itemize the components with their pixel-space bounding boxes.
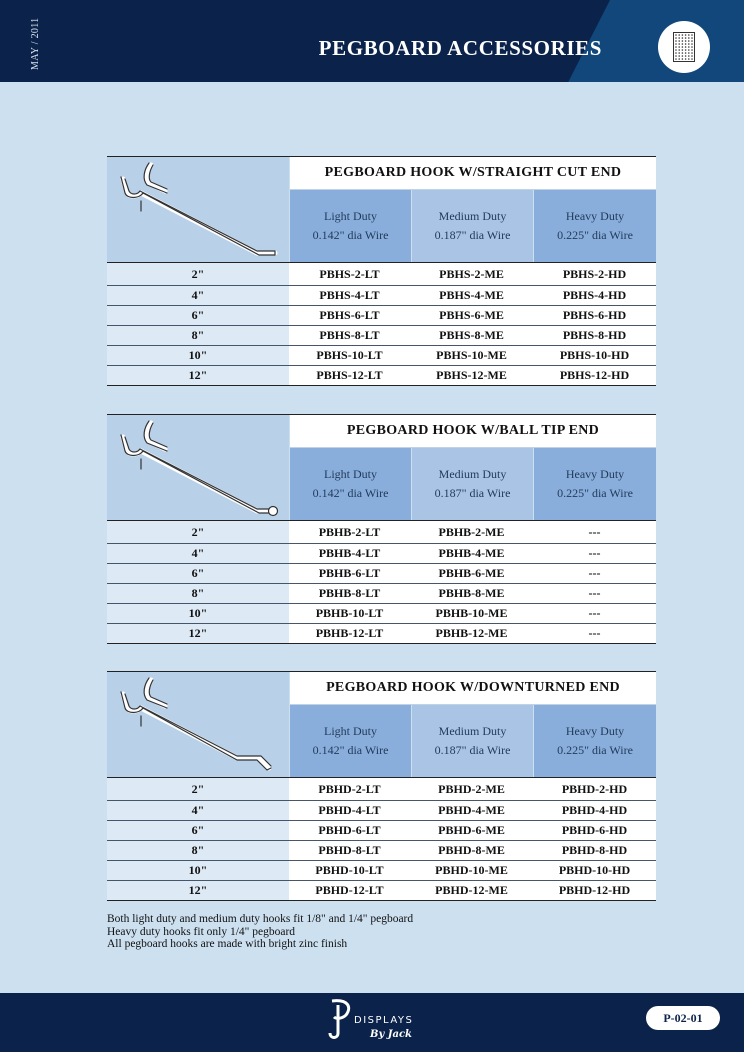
medium-duty-cell: PBHB-2-ME <box>410 521 533 543</box>
brand-logo <box>326 997 436 1045</box>
heavy-duty-cell: PBHS-8-HD <box>533 326 656 345</box>
duty-label: Heavy Duty <box>565 724 625 738</box>
duty-column-header <box>412 448 533 520</box>
section-header <box>107 414 656 520</box>
medium-duty-cell: PBHD-2-ME <box>410 778 533 800</box>
note-line: Heavy duty hooks fit only 1/4" pegboard <box>107 925 296 938</box>
duty-column-header <box>290 190 411 262</box>
medium-duty-cell: PBHB-10-ME <box>410 604 533 623</box>
duty-column-header <box>290 448 411 520</box>
table-row <box>107 285 656 305</box>
size-cell: 10" <box>107 604 289 623</box>
medium-duty-cell: PBHS-10-ME <box>410 346 533 365</box>
heavy-duty-cell: PBHS-4-HD <box>533 286 656 305</box>
heavy-duty-cell: PBHD-12-HD <box>533 881 656 900</box>
size-cell: 6" <box>107 821 289 840</box>
downturned-hook-icon <box>107 672 289 777</box>
duty-column-header <box>534 705 656 777</box>
table-row <box>107 305 656 325</box>
wire-label: 0.187" dia Wire <box>434 486 511 500</box>
table-row <box>107 563 656 583</box>
size-cell: 6" <box>107 564 289 583</box>
medium-duty-cell: PBHB-4-ME <box>410 544 533 563</box>
table-row <box>107 345 656 365</box>
medium-duty-cell: PBHD-4-ME <box>410 801 533 820</box>
table-row <box>107 840 656 860</box>
light-duty-cell: PBHS-6-LT <box>289 306 410 325</box>
heavy-duty-cell: --- <box>533 624 656 643</box>
size-cell: 4" <box>107 286 289 305</box>
ball-tip-hook-icon <box>107 415 289 520</box>
heavy-duty-cell: --- <box>533 564 656 583</box>
heavy-duty-cell: --- <box>533 544 656 563</box>
light-duty-cell: PBHD-6-LT <box>289 821 410 840</box>
medium-duty-cell: PBHD-12-ME <box>410 881 533 900</box>
table-row <box>107 880 656 900</box>
page-number: P-02-01 <box>646 1006 720 1030</box>
duty-label: Heavy Duty <box>565 467 625 481</box>
note-line: All pegboard hooks are made with bright zinc finish <box>107 938 348 950</box>
duty-label: Medium Duty <box>438 724 507 738</box>
light-duty-cell: PBHD-10-LT <box>289 861 410 880</box>
heavy-duty-cell: PBHS-2-HD <box>533 263 656 285</box>
table-row <box>107 623 656 643</box>
table-row <box>107 325 656 345</box>
size-cell: 2" <box>107 521 289 543</box>
size-cell: 10" <box>107 861 289 880</box>
section-ball-tip <box>107 414 656 644</box>
size-cell: 2" <box>107 263 289 285</box>
heavy-duty-cell: PBHS-6-HD <box>533 306 656 325</box>
pegboard-icon <box>658 21 710 73</box>
light-duty-cell: PBHD-2-LT <box>289 778 410 800</box>
light-duty-cell: PBHB-10-LT <box>289 604 410 623</box>
duty-column-header <box>534 448 656 520</box>
light-duty-cell: PBHD-8-LT <box>289 841 410 860</box>
note-line: Both light duty and medium duty hooks fit 1/8" and 1/4" pegboard <box>107 913 414 925</box>
duty-label: Light Duty <box>324 724 377 738</box>
straight-cut-hook-icon <box>107 157 289 262</box>
medium-duty-cell: PBHD-6-ME <box>410 821 533 840</box>
size-cell: 2" <box>107 778 289 800</box>
wire-label: 0.225" dia Wire <box>557 486 633 500</box>
table-row <box>107 543 656 563</box>
table-row <box>107 583 656 603</box>
section-title: PEGBOARD HOOK W/STRAIGHT CUT END <box>290 157 656 190</box>
medium-duty-cell: PBHS-2-ME <box>410 263 533 285</box>
medium-duty-cell: PBHS-12-ME <box>410 366 533 385</box>
light-duty-cell: PBHD-12-LT <box>289 881 410 900</box>
header-date: MAY / 2011 <box>30 17 41 71</box>
size-cell: 8" <box>107 841 289 860</box>
light-duty-cell: PBHD-4-LT <box>289 801 410 820</box>
section-title: PEGBOARD HOOK W/BALL TIP END <box>290 415 656 448</box>
medium-duty-cell: PBHB-12-ME <box>410 624 533 643</box>
light-duty-cell: PBHB-12-LT <box>289 624 410 643</box>
section-title: PEGBOARD HOOK W/DOWNTURNED END <box>290 672 656 705</box>
table-row <box>107 820 656 840</box>
medium-duty-cell: PBHS-6-ME <box>410 306 533 325</box>
heavy-duty-cell: PBHD-6-HD <box>533 821 656 840</box>
page-header <box>0 0 744 82</box>
duty-column-header <box>290 705 411 777</box>
size-cell: 12" <box>107 624 289 643</box>
size-cell: 12" <box>107 366 289 385</box>
light-duty-cell: PBHS-8-LT <box>289 326 410 345</box>
wire-label: 0.225" dia Wire <box>557 228 633 242</box>
size-cell: 8" <box>107 326 289 345</box>
brand-name: DISPLAYS <box>354 1015 414 1026</box>
size-cell: 6" <box>107 306 289 325</box>
product-table <box>107 777 656 901</box>
brand-sub: By Jack <box>370 1029 412 1040</box>
heavy-duty-cell: PBHS-12-HD <box>533 366 656 385</box>
heavy-duty-cell: PBHD-4-HD <box>533 801 656 820</box>
wire-label: 0.142" dia Wire <box>312 228 389 242</box>
medium-duty-cell: PBHB-6-ME <box>410 564 533 583</box>
page-title: PEGBOARD ACCESSORIES <box>318 36 602 60</box>
wire-label: 0.225" dia Wire <box>557 743 633 757</box>
heavy-duty-cell: --- <box>533 521 656 543</box>
medium-duty-cell: PBHD-10-ME <box>410 861 533 880</box>
table-row <box>107 521 656 543</box>
medium-duty-cell: PBHB-8-ME <box>410 584 533 603</box>
page-footer <box>0 993 744 1052</box>
duty-label: Light Duty <box>324 209 377 223</box>
heavy-duty-cell: --- <box>533 604 656 623</box>
duty-label: Heavy Duty <box>565 209 625 223</box>
medium-duty-cell: PBHS-4-ME <box>410 286 533 305</box>
table-row <box>107 800 656 820</box>
wire-label: 0.142" dia Wire <box>312 743 389 757</box>
medium-duty-cell: PBHD-8-ME <box>410 841 533 860</box>
table-row <box>107 603 656 623</box>
heavy-duty-cell: PBHD-8-HD <box>533 841 656 860</box>
brand-mark-icon <box>326 997 356 1043</box>
section-downturned <box>107 671 656 901</box>
wire-label: 0.187" dia Wire <box>434 743 511 757</box>
light-duty-cell: PBHB-6-LT <box>289 564 410 583</box>
medium-duty-cell: PBHS-8-ME <box>410 326 533 345</box>
section-header <box>107 671 656 777</box>
light-duty-cell: PBHS-12-LT <box>289 366 410 385</box>
table-row <box>107 860 656 880</box>
light-duty-cell: PBHB-8-LT <box>289 584 410 603</box>
wire-label: 0.187" dia Wire <box>434 228 511 242</box>
size-cell: 4" <box>107 801 289 820</box>
wire-label: 0.142" dia Wire <box>312 486 389 500</box>
table-row <box>107 778 656 800</box>
size-cell: 8" <box>107 584 289 603</box>
notes <box>107 913 413 951</box>
product-table <box>107 262 656 386</box>
section-straight-cut <box>107 156 656 386</box>
size-cell: 10" <box>107 346 289 365</box>
heavy-duty-cell: PBHD-2-HD <box>533 778 656 800</box>
duty-column-header <box>412 190 533 262</box>
duty-label: Light Duty <box>324 467 377 481</box>
light-duty-cell: PBHB-4-LT <box>289 544 410 563</box>
duty-column-header <box>412 705 533 777</box>
size-cell: 12" <box>107 881 289 900</box>
duty-label: Medium Duty <box>438 467 507 481</box>
light-duty-cell: PBHB-2-LT <box>289 521 410 543</box>
light-duty-cell: PBHS-2-LT <box>289 263 410 285</box>
heavy-duty-cell: --- <box>533 584 656 603</box>
product-table <box>107 520 656 644</box>
light-duty-cell: PBHS-4-LT <box>289 286 410 305</box>
section-header <box>107 156 656 262</box>
size-cell: 4" <box>107 544 289 563</box>
table-row <box>107 263 656 285</box>
light-duty-cell: PBHS-10-LT <box>289 346 410 365</box>
table-row <box>107 365 656 385</box>
duty-label: Medium Duty <box>438 209 507 223</box>
heavy-duty-cell: PBHD-10-HD <box>533 861 656 880</box>
heavy-duty-cell: PBHS-10-HD <box>533 346 656 365</box>
duty-column-header <box>534 190 656 262</box>
